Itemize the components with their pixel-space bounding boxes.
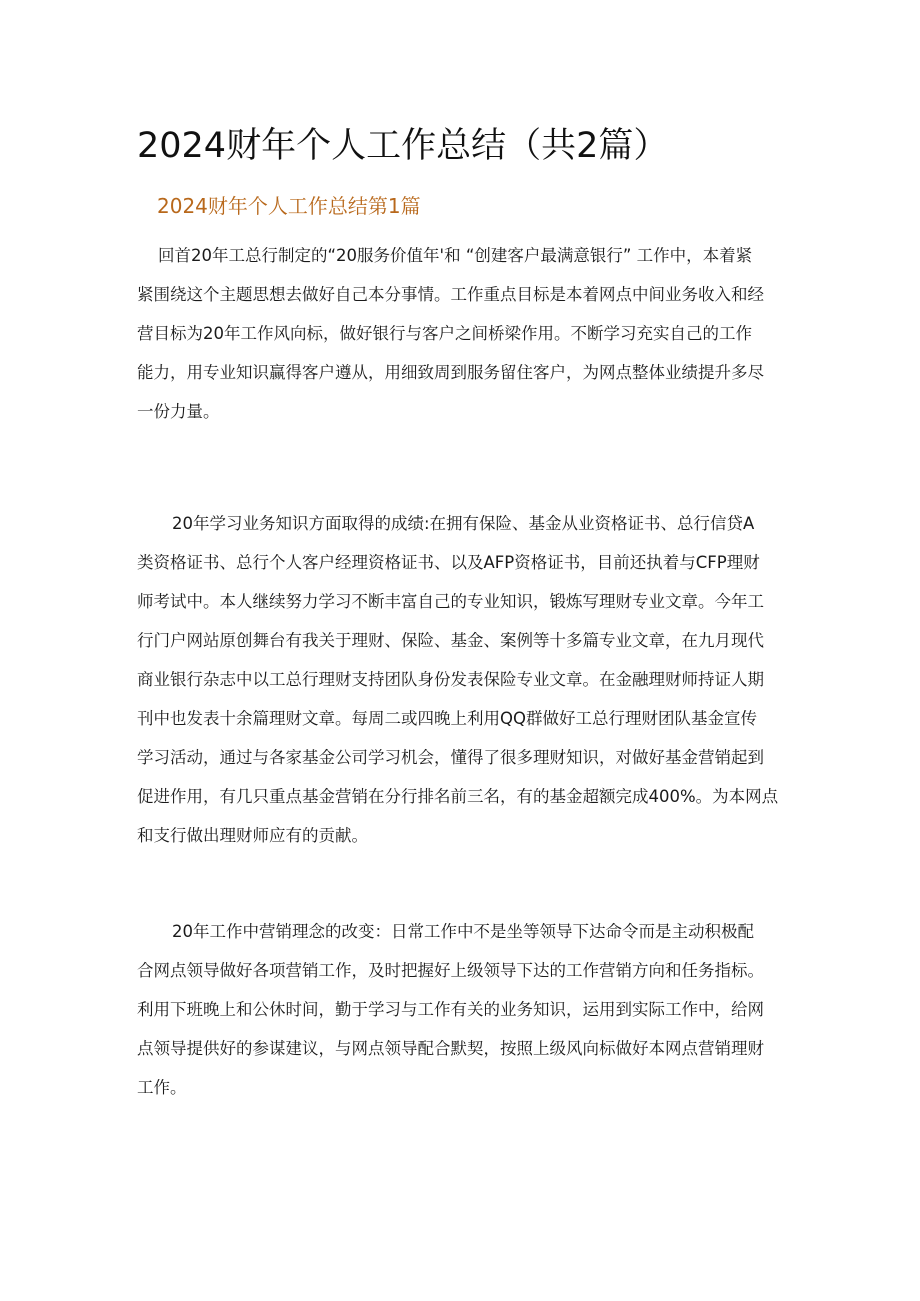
paragraph-line: 促进作用，有几只重点基金营销在分行排名前三名，有的基金超额完成400%。为本网点 — [137, 787, 779, 806]
paragraph-1 — [137, 236, 797, 431]
paragraph-line: 回首20年工总行制定的“20服务价值年'和 “创建客户最满意银行” 工作中，本着紧 — [158, 246, 753, 265]
section-heading: 2024财年个人工作总结第1篇 — [157, 194, 421, 218]
paragraph-2 — [137, 504, 797, 855]
paragraph-line: 利用下班晚上和公休时间，勤于学习与工作有关的业务知识，运用到实际工作中，给网 — [137, 1000, 764, 1019]
paragraph-line: 类资格证书、总行个人客户经理资格证书、以及AFP资格证书，目前还执着与CFP理财 — [137, 553, 760, 572]
paragraph-line: 商业银行杂志中以工总行理财支持团队身份发表保险专业文章。在金融理财师持证人期 — [137, 670, 764, 689]
paragraph-line: 工作。 — [137, 1078, 187, 1097]
paragraph-line: 一份力量。 — [137, 402, 220, 421]
paragraph-line: 点领导提供好的参谋建议，与网点领导配合默契，按照上级风向标做好本网点营销理财 — [137, 1039, 764, 1058]
paragraph-line: 和支行做出理财师应有的贡献。 — [137, 826, 368, 845]
paragraph-line: 20年学习业务知识方面取得的成绩:在拥有保险、基金从业资格证书、总行信贷A — [172, 514, 755, 533]
paragraph-3 — [137, 912, 797, 1107]
document-title: 2024财年个人工作总结（共2篇） — [137, 126, 669, 166]
paragraph-line: 能力，用专业知识赢得客户遵从，用细致周到服务留住客户，为网点整体业绩提升多尽 — [137, 363, 764, 382]
paragraph-line: 合网点领导做好各项营销工作，及时把握好上级领导下达的工作营销方向和任务指标。 — [137, 961, 764, 980]
paragraph-line: 营目标为20年工作风向标，做好银行与客户之间桥梁作用。不断学习充实自己的工作 — [137, 324, 752, 343]
paragraph-line: 20年工作中营销理念的改变：日常工作中不是坐等领导下达命令而是主动积极配 — [172, 922, 754, 941]
paragraph-line: 行门户网站原创舞台有我关于理财、保险、基金、案例等十多篇专业文章，在九月现代 — [137, 631, 764, 650]
paragraph-line: 师考试中。本人继续努力学习不断丰富自己的专业知识，锻炼写理财专业文章。今年工 — [137, 592, 764, 611]
paragraph-line: 紧围绕这个主题思想去做好自己本分事情。工作重点目标是本着网点中间业务收入和经 — [137, 285, 764, 304]
paragraph-line: 刊中也发表十余篇理财文章。每周二或四晚上利用QQ群做好工总行理财团队基金宣传 — [137, 709, 757, 728]
paragraph-line: 学习活动，通过与各家基金公司学习机会，懂得了很多理财知识，对做好基金营销起到 — [137, 748, 764, 767]
